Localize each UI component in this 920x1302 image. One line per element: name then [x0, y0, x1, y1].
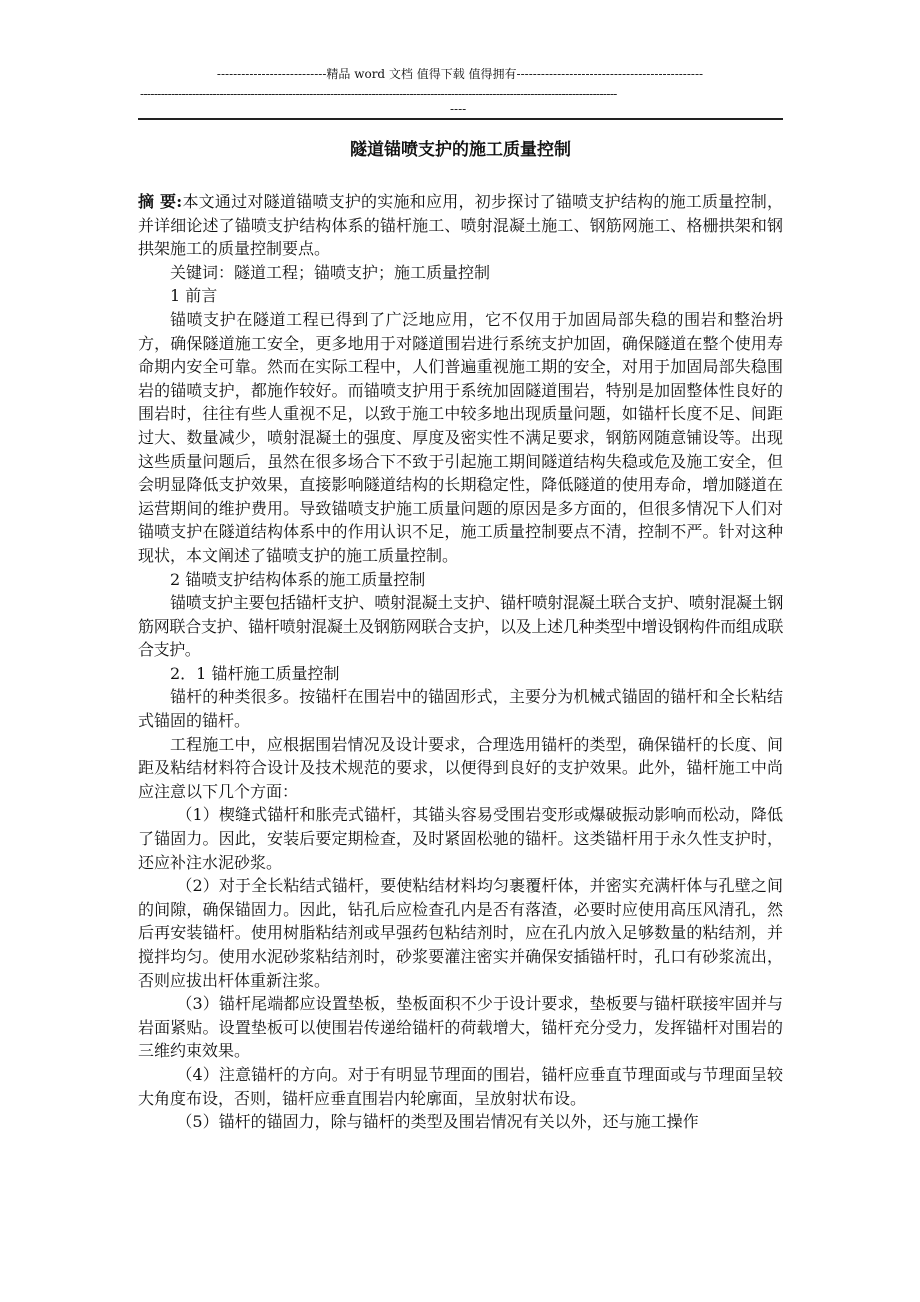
section-2-paragraph: 锚喷支护主要包括锚杆支护、喷射混凝土支护、锚杆喷射混凝土联合支护、喷射混凝土钢筋网联合支护、锚杆喷射混凝土及钢筋网联合支护，以及上述几种类型中增设钢构件而组成联合支护。	[138, 593, 783, 660]
section-1-heading: 1 前言	[170, 286, 218, 306]
section-2-heading: 2 锚喷支护结构体系的施工质量控制	[170, 569, 426, 589]
list-item-4: （4）注意锚杆的方向。对于有明显节理面的围岩，锚杆应垂直节理面或与节理面呈较大角度布设，否则，锚杆应垂直围岩内轮廓面，呈放射状布设。	[138, 1064, 783, 1108]
section-2-1-paragraph-2: 工程施工中，应根据围岩情况及设计要求，合理选用锚杆的类型，确保锚杆的长度、间距及粘结材料符合设计及技术规范的要求，以便得到良好的支护效果。此外，锚杆施工中尚应注意以下几个方面：	[138, 734, 783, 801]
abstract	[138, 190, 783, 261]
abstract-label: 摘 要:	[138, 192, 183, 211]
list-item-3: （3）锚杆尾端都应设置垫板，垫板面积不少于设计要求，垫板要与锚杆联接牢固并与岩面紧贴。设置垫板可以使围岩传递给锚杆的荷载增大，锚杆充分受力，发挥锚杆对围岩的三维约束效果。	[138, 994, 783, 1061]
list-item-5: （5）锚杆的锚固力，除与锚杆的类型及围岩情况有关以外，还与施工操作	[176, 1112, 699, 1132]
header-line-1: ---------------------------精品 word 文档 值得下载 值得拥有----------------------------------------------	[216, 67, 704, 81]
header-line-2: ------------------------------------------------------------------------------------------------------------------------------------------	[140, 87, 617, 101]
section-2-1-heading: 2．1 锚杆施工质量控制	[170, 663, 340, 683]
abstract-text: 本文通过对隧道锚喷支护的实施和应用，初步探讨了锚喷支护结构的施工质量控制，并详细论述了锚喷支护结构体系的锚杆施工、喷射混凝土施工、钢筋网施工、格栅拱架和钢拱架施工的质量控制要点。	[138, 192, 783, 259]
list-item-2: （2）对于全长粘结式锚杆，要使粘结材料均匀裹覆杆体，并密实充满杆体与孔壁之间的间隙，确保锚固力。因此，钻孔后应检查孔内是否有落渣，必要时应使用高压风清孔，然后再安装锚杆。使用树脂粘结剂或早强药包粘结剂时，应在孔内放入足够数量的粘结剂，并搅拌均匀。使用水泥砂浆粘结剂时，砂浆要灌注密实并确保安插锚杆时，孔口有砂浆流出，否则应拔出杆体重新注浆。	[138, 876, 783, 990]
keywords: 关键词：隧道工程；锚喷支护；施工质量控制	[170, 262, 491, 282]
header-divider	[138, 118, 783, 120]
document-body	[138, 190, 783, 1134]
section-1-paragraph: 锚喷支护在隧道工程已得到了广泛地应用，它不仅用于加固局部失稳的围岩和整治坍方，确保隧道施工安全，更多地用于对隧道围岩进行系统支护加固，确保隧道在整个使用寿命期内安全可靠。然而在实际工程中，人们普遍重视施工期的安全，对用于加固局部失稳围岩的锚喷支护，都施作较好。而锚喷支护用于系统加固隧道围岩，特别是加固整体性良好的围岩时，往往有些人重视不足，以致于施工中较多地出现质量问题，如锚杆长度不足、间距过大、数量减少，喷射混凝土的强度、厚度及密实性不满足要求，钢筋网随意铺设等。出现这些质量问题后，虽然在很多场合下不致于引起施工期间隧道结构失稳或危及施工安全，但会明显降低支护效果，直接影响隧道结构的长期稳定性，降低隧道的使用寿命，增加隧道在运营期间的维护费用。导致锚喷支护施工质量问题的原因是多方面的，但很多情况下人们对锚喷支护在隧道结构体系中的作用认识不足，施工质量控制要点不清，控制不严。针对这种现状，本文阐述了锚喷支护的施工质量控制。	[138, 309, 783, 565]
header-line-3: ----	[450, 102, 467, 116]
list-item-1: （1）楔缝式锚杆和胀壳式锚杆，其锚头容易受围岩变形或爆破振动影响而松动，降低了锚固力。因此，安装后要定期检查，及时紧固松驰的锚杆。这类锚杆用于永久性支护时，还应补注水泥砂浆。	[138, 805, 783, 872]
document-title: 隧道锚喷支护的施工质量控制	[350, 140, 571, 160]
section-2-1-paragraph-1: 锚杆的种类很多。按锚杆在围岩中的锚固形式，主要分为机械式锚固的锚杆和全长粘结式锚固的锚杆。	[138, 687, 783, 731]
